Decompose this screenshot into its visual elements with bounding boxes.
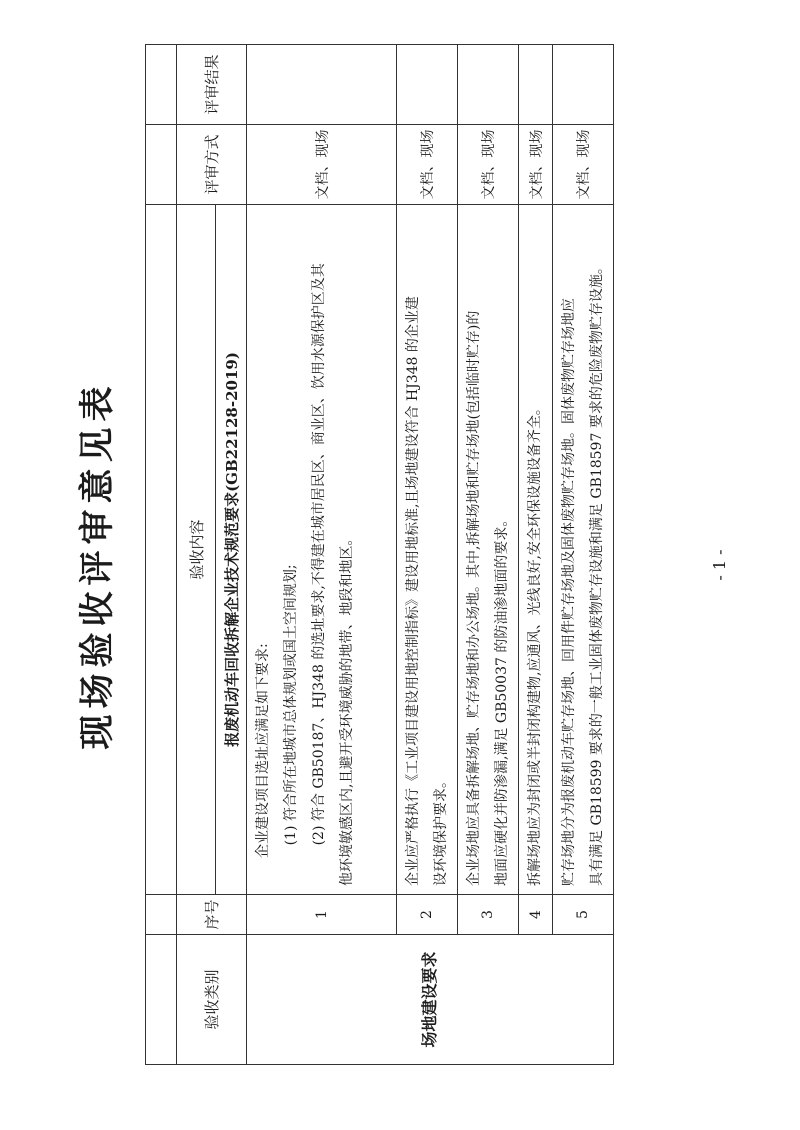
- blank-top-row: [146, 45, 177, 1065]
- standard-title: 报废机动车回收拆解企业技术规范要求(GB22128-2019): [216, 205, 247, 895]
- content-line: 他环境敏感区内,且避开受环境威胁的地带、地段和地区。: [339, 531, 355, 886]
- row-method: 文档、现场: [397, 125, 458, 205]
- row-result: [553, 45, 614, 125]
- table-row: [553, 45, 614, 1065]
- row-number: 4: [519, 895, 553, 935]
- table-row: [397, 45, 458, 1065]
- row-content: [458, 205, 519, 895]
- header-method: 评审方式: [177, 125, 247, 205]
- row-method: 文档、现场: [247, 125, 397, 205]
- row-result: [519, 45, 553, 125]
- row-method: 文档、现场: [519, 125, 553, 205]
- row-number: 1: [247, 895, 397, 935]
- row-method: 文档、现场: [458, 125, 519, 205]
- header-result: 评审结果: [177, 45, 247, 125]
- content-line: 贮存场地分为报废机动车贮存场地、回用件贮存场地及固体废物贮存场地。固体废物贮存场地应: [561, 298, 577, 886]
- header-row: [177, 45, 216, 1065]
- row-method: 文档、现场: [553, 125, 614, 205]
- row-content: [519, 205, 553, 895]
- page-number: - 1 -: [710, 549, 729, 581]
- table-row: [247, 45, 397, 1065]
- content-line: 拆解场地应为封闭或半封闭构建物,应通风、光线良好,安全环保设施设备齐全。: [527, 401, 543, 886]
- header-category: 验收类别: [177, 935, 247, 1065]
- row-number: 3: [458, 895, 519, 935]
- row-content: [247, 205, 397, 895]
- category-cell: 场地建设要求: [247, 935, 614, 1065]
- document-title: 现场验收评审意见表: [77, 380, 118, 750]
- row-result: [247, 45, 397, 125]
- row-result: [397, 45, 458, 125]
- row-content: [553, 205, 614, 895]
- table-row: [519, 45, 553, 1065]
- content-line: (2) 符合 GB50187、HJ348 的选址要求,不得建在城市居民区、商业区、饮用水源保护区及其: [311, 263, 327, 846]
- header-content: 验收内容: [177, 205, 216, 895]
- content-line: 设环境保护要求。: [433, 774, 449, 886]
- content-line: 企业场地应具备拆解场地、贮存场地和办公场地。其中,拆解场地和贮存场地(包括临时贮存)的: [466, 310, 482, 886]
- row-number: 2: [397, 895, 458, 935]
- content-line: 具有满足 GB18599 要求的一般工业固体废物贮存设施和满足 GB18597 要求的危险废物贮存设施。: [589, 260, 605, 886]
- header-number: 序号: [177, 895, 247, 935]
- content-line: (1) 符合所在地城市总体规划或国土空间规划;: [283, 564, 299, 846]
- content-line: 企业应严格执行《工业项目建设用地控制指标》建设用地标准,且场地建设符合 HJ348 的企业建: [405, 296, 421, 886]
- review-table: [145, 44, 614, 1065]
- row-number: 5: [553, 895, 614, 935]
- content-line: 地面应硬化并防渗漏,满足 GB50037 的防油渗地面的要求。: [494, 512, 510, 886]
- content-line: 企业建设项目选址应满足如下要求:: [255, 643, 271, 858]
- row-content: [397, 205, 458, 895]
- row-result: [458, 45, 519, 125]
- table-row: [458, 45, 519, 1065]
